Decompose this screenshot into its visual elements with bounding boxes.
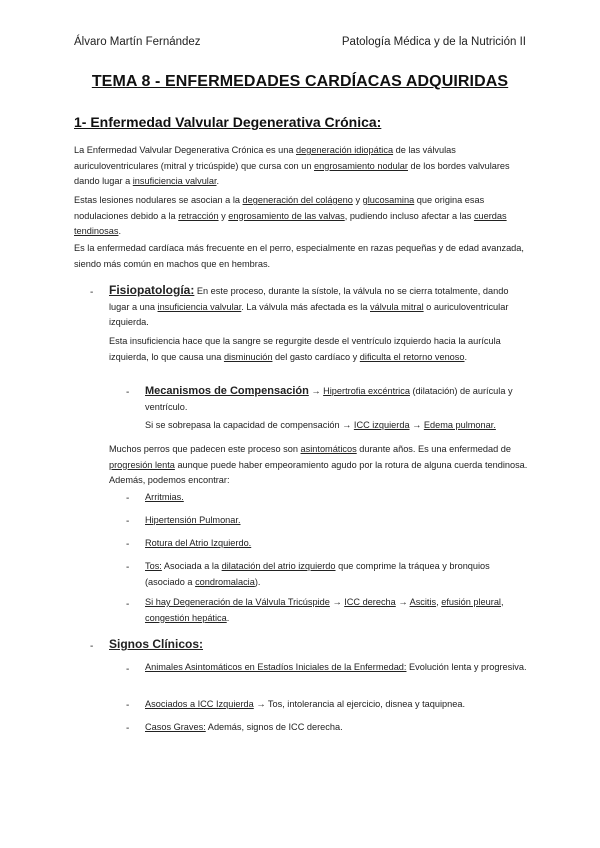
list-item: Rotura del Atrio Izquierdo. bbox=[145, 538, 252, 548]
list-item: Si hay Degeneración de la Válvula Tricúspide → ICC derecha → Ascitis, efusión pleural, congestión hepática. bbox=[145, 597, 504, 623]
bullet-dash: - bbox=[126, 516, 130, 527]
list-item: Hipertensión Pulmonar. bbox=[145, 515, 241, 525]
paragraph-asymptomatic: Muchos perros que padecen este proceso son asintomáticos durante años. Es una enfermedad de progresión lenta aunque puede haber empeoramiento agudo por la rotura de alguna cuerda tendinosa. Además, podemos encontrar: bbox=[109, 444, 528, 485]
bullet-dash: - bbox=[90, 287, 94, 298]
bullet-dash: - bbox=[126, 562, 130, 573]
list-item: Casos Graves: Además, signos de ICC derecha. bbox=[145, 722, 343, 732]
list-item: Asociados a ICC Izquierda → Tos, intolerancia al ejercicio, disnea y taquipnea. bbox=[145, 699, 466, 709]
section-heading: 1- Enfermedad Valvular Degenerativa Crónica: bbox=[74, 114, 382, 130]
bullet-dash: - bbox=[126, 700, 130, 711]
paragraph-insufficiency: Esta insuficiencia hace que la sangre se regurgite desde el ventrículo izquierdo hacia la aurícula izquierda, lo que causa una disminución del gasto cardíaco y dificulta el retorno venoso. bbox=[109, 336, 501, 362]
list-item: Animales Asintomáticos en Estadíos Iniciales de la Enfermedad: Evolución lenta y progresiva. bbox=[145, 662, 527, 672]
paragraph-prevalence: Es la enfermedad cardíaca más frecuente en el perro, especialmente en razas pequeñas y de edad avanzada, siendo más común en machos que en hembras. bbox=[74, 243, 524, 269]
list-item: Arritmias. bbox=[145, 492, 184, 502]
bullet-dash: - bbox=[126, 664, 130, 675]
header-subject: Patología Médica y de la Nutrición II bbox=[341, 36, 526, 48]
paragraph-intro: La Enfermedad Valvular Degenerativa Crónica es una degeneración idiopática de las válvulas auriculoventriculares (mitral y tricúspide) que cursa con un engrosamiento nodular de los bordes valvulares dando lugar a insuficiencia valvular. bbox=[74, 145, 510, 186]
mecanismos-heading: Mecanismos de Compensación bbox=[145, 385, 309, 397]
mecanismos-item: Mecanismos de Compensación → Hipertrofia excéntrica (dilatación) de aurícula y ventrículo. bbox=[145, 385, 513, 412]
bullet-dash: - bbox=[126, 539, 130, 550]
paragraph-lesions: Estas lesiones nodulares se asocian a la degeneración del colágeno y glucosamina que origina esas nodulaciones debido a la retracción y engrosamiento de las valvas, pudiendo incluso afectar a las cuerdas tendinosas. bbox=[74, 195, 507, 236]
bullet-dash: - bbox=[126, 599, 130, 610]
fisiopatologia-item: Fisiopatología: En este proceso, durante la sístole, la válvula no se cierra totalmente, dando lugar a una insuficiencia valvular. La válvula más afectada es la válvula mitral o auriculoventricular izquierda. bbox=[109, 283, 509, 327]
fisiopatologia-heading: Fisiopatología: bbox=[109, 283, 195, 297]
bullet-dash: - bbox=[126, 387, 130, 398]
bullet-dash: - bbox=[126, 723, 130, 734]
bullet-dash: - bbox=[90, 641, 94, 652]
list-item: Tos: Asociada a la dilatación del atrio izquierdo que comprime la tráquea y bronquios (asociado a condromalacia). bbox=[145, 561, 490, 587]
signos-heading: Signos Clínicos: bbox=[109, 637, 204, 651]
paragraph-compensation: Si se sobrepasa la capacidad de compensación → ICC izquierda → Edema pulmonar. bbox=[145, 420, 496, 430]
page-title: TEMA 8 - ENFERMEDADES CARDÍACAS ADQUIRIDAS bbox=[91, 73, 509, 90]
bullet-dash: - bbox=[126, 493, 130, 504]
header-author: Álvaro Martín Fernández bbox=[74, 36, 201, 48]
